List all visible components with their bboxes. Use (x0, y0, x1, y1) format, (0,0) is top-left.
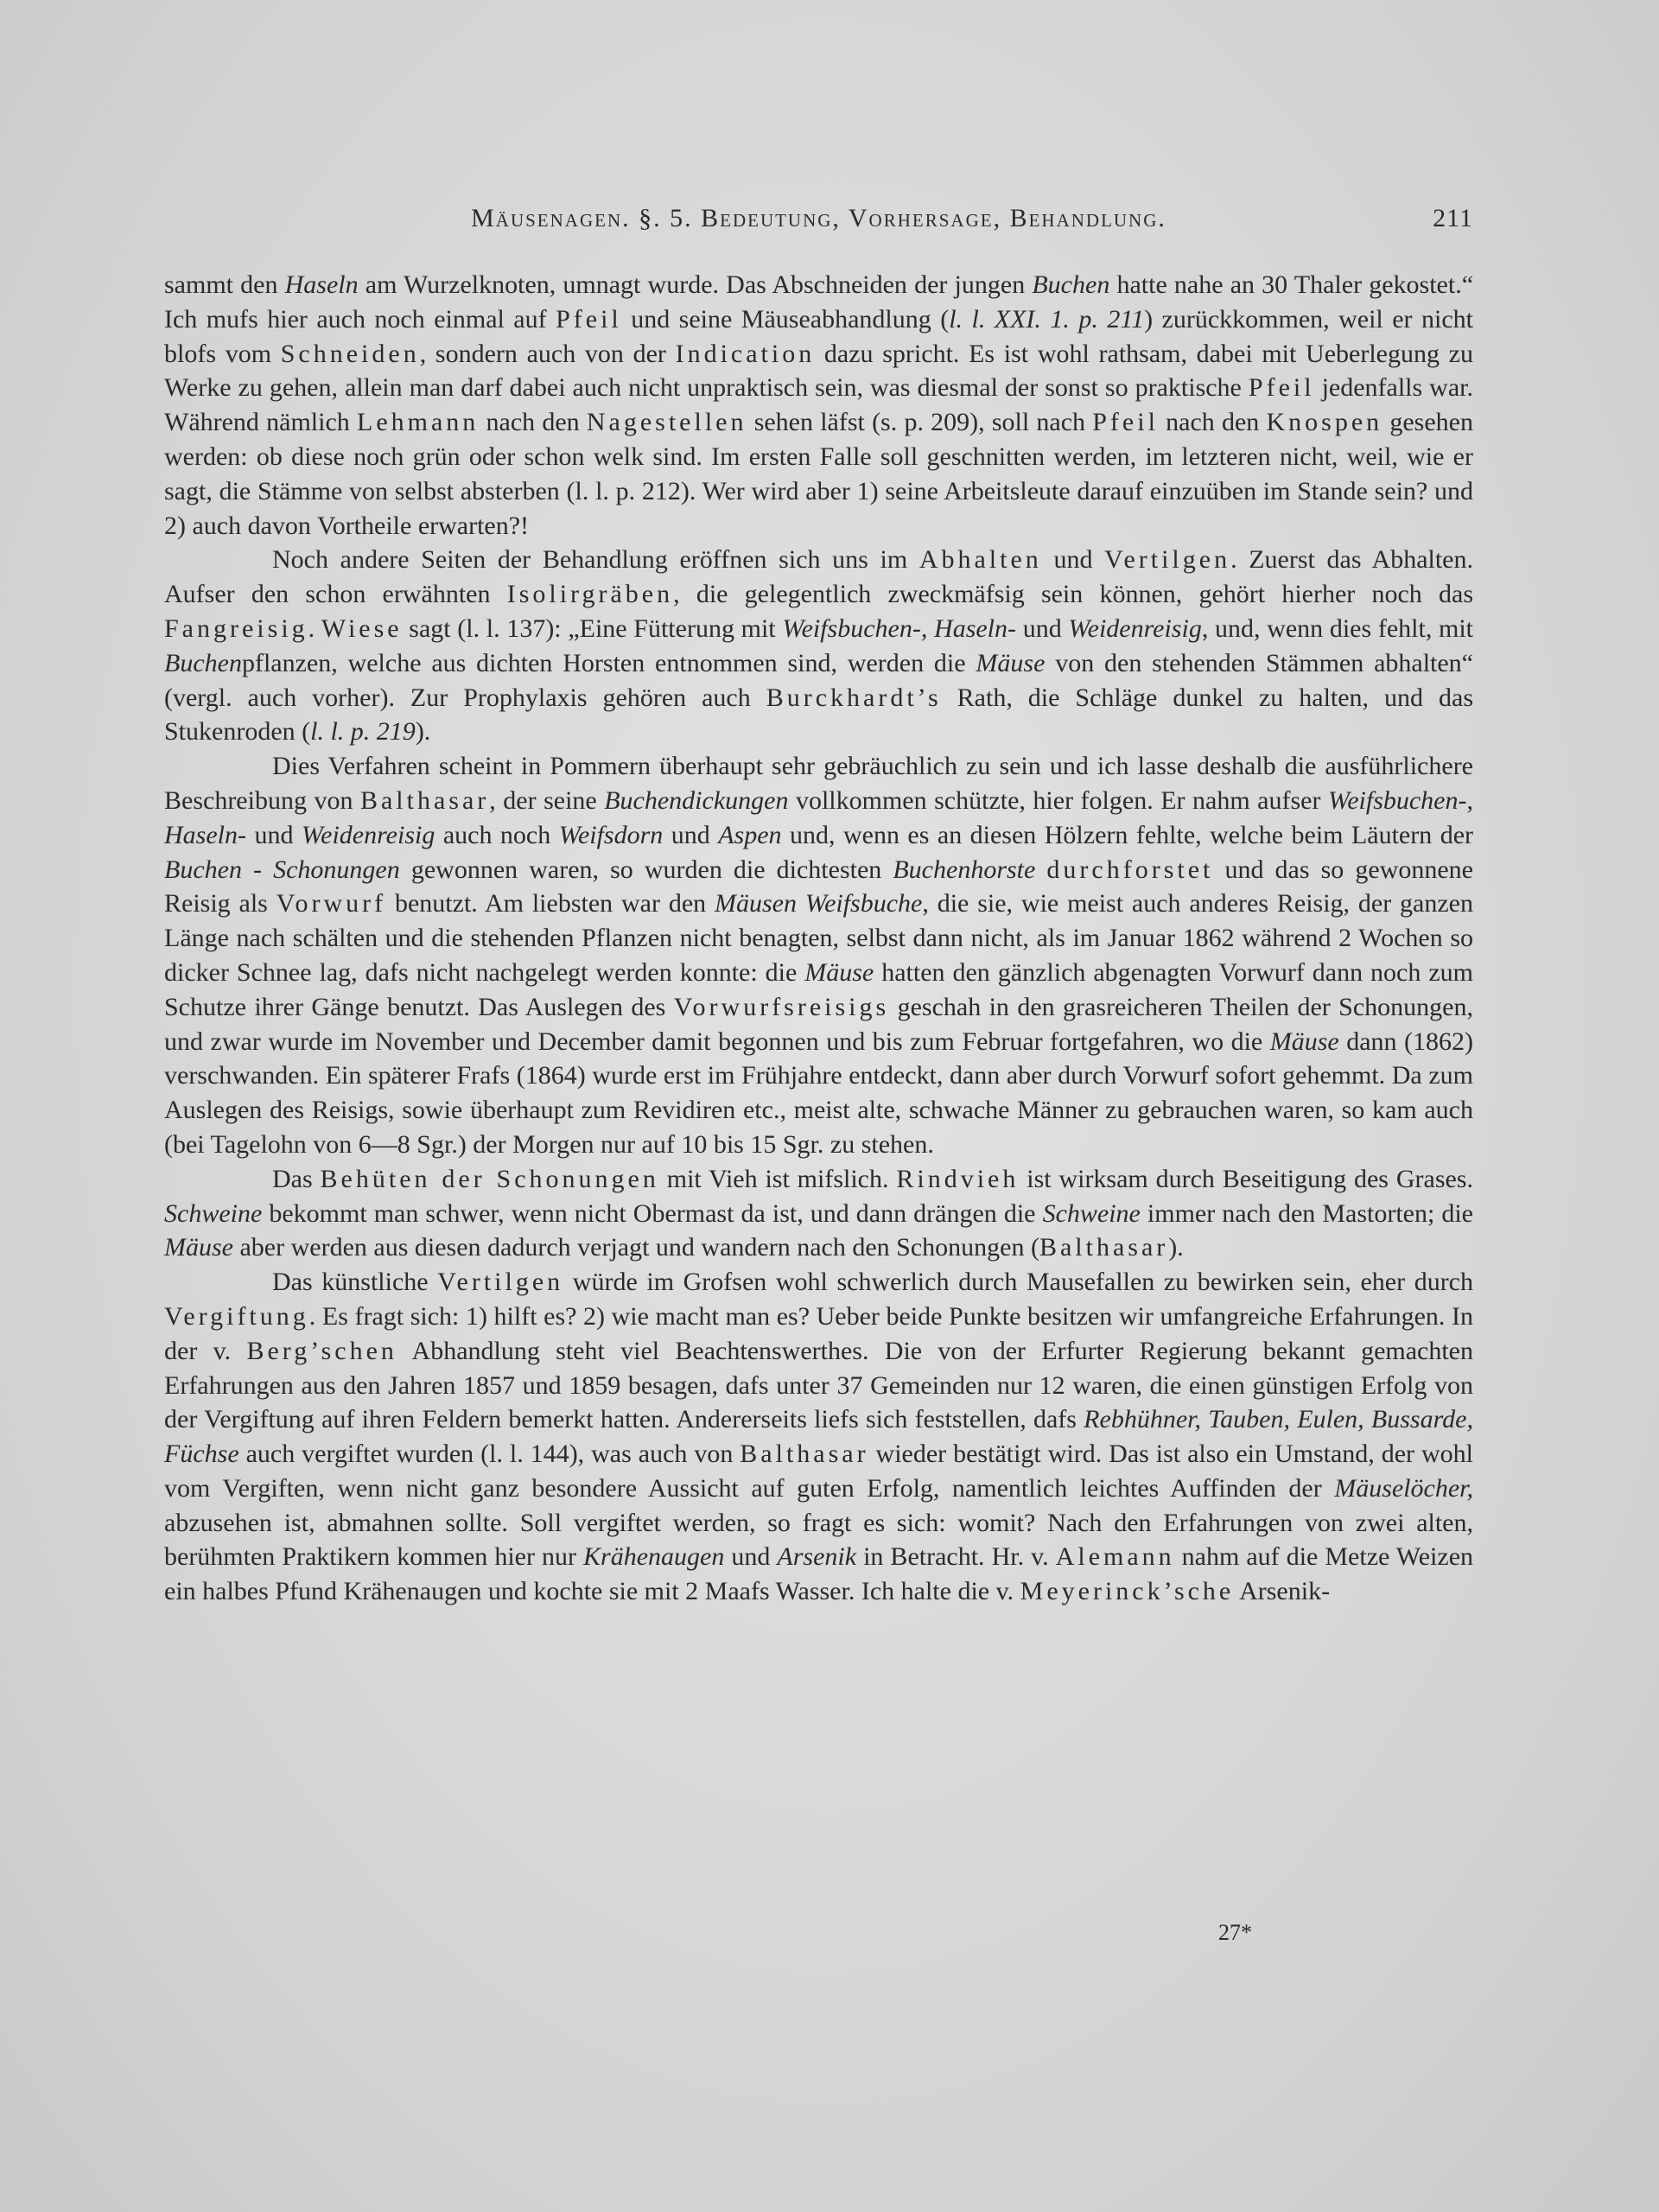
text: Dies Verfahren scheint in Pommern überhaupt sehr gebräuchlich zu sein und ich lasse deshalb die ausführlichere Beschreibung von (164, 752, 1473, 815)
spaced-text: Pfeil (556, 304, 622, 334)
text: würde im Grofsen wohl schwerlich durch Mausefallen zu bewirken sein, eher durch (563, 1268, 1473, 1297)
spaced-text: Behüten der Schonungen (320, 1164, 659, 1193)
text: sehen läfst (s. p. 209), soll nach (747, 408, 1093, 437)
italic-text: Mäuse (804, 957, 874, 987)
text (1035, 855, 1046, 884)
spaced-text: durchforstet (1046, 855, 1214, 884)
paragraph-1 (164, 268, 1473, 543)
spaced-text: Wiese (321, 613, 403, 643)
spaced-text: Alemann (1055, 1542, 1175, 1572)
text: . (308, 613, 321, 643)
text: von den stehenden Stämmen abhalten“ (vergl. auch vorher). Zur Prophylaxis gehören auch (164, 648, 1473, 712)
text: nach den (479, 408, 587, 437)
italic-text: Mäusen Weifsbuche (715, 889, 923, 918)
italic-text: Buchenhorste (893, 855, 1036, 884)
spaced-text: Burckhardt’s (766, 683, 942, 712)
paragraph-2 (164, 543, 1473, 749)
text: , und, wenn dies fehlt, mit (1201, 613, 1474, 643)
text: , die gelegentlich zweckmäfsig sein können, gehört hierher noch das (673, 580, 1473, 609)
italic-text: Weifsdorn (558, 820, 664, 849)
text: dazu spricht. Es ist wohl rathsam, dabei mit Ueberlegung zu Werke zu gehen, allein man darf dabei auch nicht unpraktisch sein, was diesmal der sonst so praktische (164, 339, 1473, 403)
text: , die sie, wie meist auch anderes Reisig, der ganzen Länge nach schälten und die stehenden Pflanzen nicht benagten, selbst dann nicht, als im Januar 1862 während 2 Wochen so dicker Schnee lag, dafs nicht nachgelegt werden konnte: die (164, 889, 1473, 987)
text: jedenfalls war. Während nämlich (164, 373, 1473, 437)
italic-text: Buchen (164, 648, 242, 677)
text: Das künstliche (272, 1268, 438, 1297)
italic-text: Mäuse (1269, 1027, 1339, 1056)
paragraph-3 (164, 749, 1473, 1162)
text: vollkommen schützte, hier folgen. Er nahm aufser (788, 785, 1328, 815)
running-head (164, 204, 1473, 238)
text: ). (415, 717, 431, 747)
spaced-text: Fangreisig (164, 613, 308, 643)
text: ) zurückkommen, weil er nicht blofs vom (164, 304, 1473, 368)
spaced-text: Vertilgen (1104, 545, 1231, 575)
spaced-text: Vergiftung (164, 1301, 309, 1331)
spaced-text: Vertilgen (437, 1268, 564, 1297)
spaced-text: Indication (675, 339, 816, 368)
italic-text: Mäuse (976, 648, 1046, 677)
text: und (724, 1542, 778, 1572)
text: abzusehen ist, abmahnen sollte. Soll vergiftet werden, so fragt es sich: womit? Nach den Erfahrungen von zwei alten, berühmten Praktikern kommen hier nur (164, 1508, 1473, 1572)
spaced-text: Schneiden (280, 339, 420, 368)
text: auch noch (435, 820, 559, 849)
text: und, wenn es an diesen Hölzern fehlte, welche beim Läutern der (781, 820, 1474, 849)
text: nahm auf die Metze Weizen ein halbes Pfund Krähenaugen und kochte sie mit 2 Maafs Wasser. Ich halte die v. (164, 1542, 1474, 1606)
spaced-text: Rindvieh (896, 1164, 1020, 1193)
spaced-text: Vorwurf (276, 889, 387, 918)
italic-text: Schweine (1042, 1198, 1141, 1228)
text: benutzt. Am liebsten war den (386, 889, 715, 918)
text: und (1041, 545, 1105, 575)
text: hatten den gänzlich abgenagten Vorwurf dann noch zum Schutze ihrer Gänge benutzt. Das Auslegen des (164, 957, 1473, 1021)
text: ist wirksam durch Beseitigung des Grases. (1019, 1164, 1473, 1193)
italic-text: Buchendickungen (604, 785, 789, 815)
text: , der seine (489, 785, 605, 815)
page-number: 211 (1433, 204, 1473, 232)
text: am Wurzelknoten, umnagt wurde. Das Abschneiden der jungen (358, 270, 1033, 299)
spaced-text: Pfeil (1248, 373, 1315, 403)
italic-text: Haseln (284, 270, 359, 299)
text: Abhandlung steht viel Beachtenswerthes. Die von der Erfurter Regierung bekannt gemachten Erfahrungen aus den Jahren 1857 und 1859 besagen, dafs unter 37 Gemeinden nur 12 waren, die einen günstigen Erfolg von der Vergiftung auf ihren Feldern bemerkt hatten. Andererseits liefs sich feststellen, dafs (164, 1336, 1473, 1434)
text: , (1466, 785, 1473, 815)
text: immer nach den Mastorten; die (1140, 1198, 1474, 1228)
spaced-text: Nagestellen (586, 408, 747, 437)
text: in Betracht. Hr. v. (856, 1542, 1056, 1572)
paragraph-4 (164, 1162, 1473, 1265)
italic-text: Buchen - Schonungen (164, 855, 400, 884)
spaced-text: Isolirgräben (506, 580, 674, 609)
italic-text: l. l. XXI. 1. p. 211 (949, 304, 1145, 334)
italic-text: Buchen (1032, 270, 1110, 299)
italic-text: Aspen (718, 820, 782, 849)
spaced-text: Pfeil (1092, 408, 1159, 437)
text: . Es fragt sich: 1) hilft es? 2) wie macht man es? Ueber beide Punkte besitzen wir umfangreiche Erfahrungen. In der v. (164, 1301, 1473, 1365)
spaced-text: Vorwurfsreisigs (673, 992, 890, 1021)
spaced-text: Balthasar (1039, 1233, 1169, 1262)
paragraph-5 (164, 1265, 1473, 1609)
running-title: Mäusenagen. §. 5. Bedeutung, Vorhersage, Behandlung. (471, 204, 1166, 232)
text: und seine Mäuseabhandlung ( (621, 304, 950, 334)
printer-signature: 27* (1218, 1920, 1252, 1945)
italic-text: Weidenreisig (1068, 613, 1202, 643)
text: und (663, 820, 719, 849)
text: wieder bestätigt wird. Das ist also ein Umstand, der wohl vom Vergiften, wenn nicht ganz besondere Aussicht auf guten Erfolg, namentlich leichtes Auffinden der (164, 1440, 1473, 1503)
italic-text: Krähenaugen (583, 1542, 725, 1572)
spaced-text: Abhalten (918, 545, 1042, 575)
text: sagt (l. l. 137): „Eine Fütterung mit (402, 613, 783, 643)
italic-text: Weidenreisig (301, 820, 435, 849)
spaced-text: Knospen (1266, 408, 1383, 437)
italic-text: Weifsbuchen-, Haseln- (782, 613, 1017, 643)
text: Noch andere Seiten der Behandlung eröffnen sich uns im (272, 545, 919, 575)
italic-text: Rebhühner, Tauben, Eulen, Bussarde, Füchse (164, 1405, 1473, 1469)
spaced-text: Balthasar (359, 785, 490, 815)
body-text (164, 268, 1473, 1609)
text: bekommt man schwer, wenn nicht Obermast da ist, und dann drängen die (262, 1198, 1043, 1228)
italic-text: Arsenik (777, 1542, 857, 1572)
text: ). (1168, 1233, 1184, 1262)
text: Das (272, 1164, 321, 1193)
italic-text: Mäuse (164, 1233, 233, 1262)
spaced-text: Lehmann (357, 408, 480, 437)
text: Rath, die Schläge dunkel zu halten, und das Stukenroden ( (164, 683, 1473, 747)
text: auch vergiftet wurden (l. l. 144), was auch von (238, 1440, 741, 1469)
italic-text: Schweine (164, 1198, 263, 1228)
text: aber werden aus diesen dadurch verjagt und wandern nach den Schonungen ( (232, 1233, 1039, 1262)
text: mit Vieh ist mifslich. (658, 1164, 897, 1193)
text: und das so gewonnene Reisig als (164, 855, 1473, 918)
text: dann (1862) verschwanden. Ein späterer Frafs (1864) wurde erst im Frühjahre entdeckt, dann aber durch Vorwurf sofort gehemmt. Da zum Auslegen des Reisigs, sowie überhaupt zum Revidiren etc., meist alte, schwache Männer zu gebrauchen waren, so kam auch (bei Tagelohn von 6—8 Sgr.) der Morgen nur auf 10 bis 15 Sgr. zu stehen. (164, 1027, 1474, 1159)
text: hatte nahe an 30 Thaler gekostet.“ Ich mufs hier auch noch einmal auf (164, 270, 1474, 334)
italic-text: l. l. p. 219 (310, 717, 416, 747)
text: und (245, 820, 302, 849)
text: pflanzen, welche aus dichten Horsten entnommen sind, werden die (241, 648, 976, 677)
text: gesehen werden: ob diese noch grün oder schon welk sind. Im ersten Falle soll geschnitten werden, im letzteren nicht, weil, wie er sagt, die Stämme von selbst absterben (l. l. p. 212). Wer wird aber 1) seine Arbeitsleute darauf einzuüben im Stande sein? und 2) auch davon Vortheile erwarten?! (164, 408, 1473, 540)
text: Arsenik- (1234, 1577, 1331, 1606)
spaced-text: Berg’schen (246, 1336, 397, 1365)
text: , sondern auch von der (419, 339, 676, 368)
text: nach den (1158, 408, 1267, 437)
spaced-text: Meyerinck’sche (1020, 1577, 1235, 1606)
italic-text: Haseln- (164, 820, 246, 849)
text: sammt den (164, 270, 285, 299)
text: geschah in den grasreicheren Theilen der Schonungen, und zwar wurde im November und December damit begonnen und bis zum Februar fortgefahren, wo die (164, 992, 1473, 1056)
text: und (1016, 613, 1069, 643)
spaced-text: Balthasar (740, 1440, 869, 1469)
text: gewonnen waren, so wurden die dichtesten (399, 855, 893, 884)
text: . Zuerst das Abhalten. Aufser den schon erwähnten (164, 545, 1473, 609)
italic-text: Mäuselöcher, (1334, 1473, 1473, 1503)
italic-text: Weifsbuchen- (1327, 785, 1467, 815)
